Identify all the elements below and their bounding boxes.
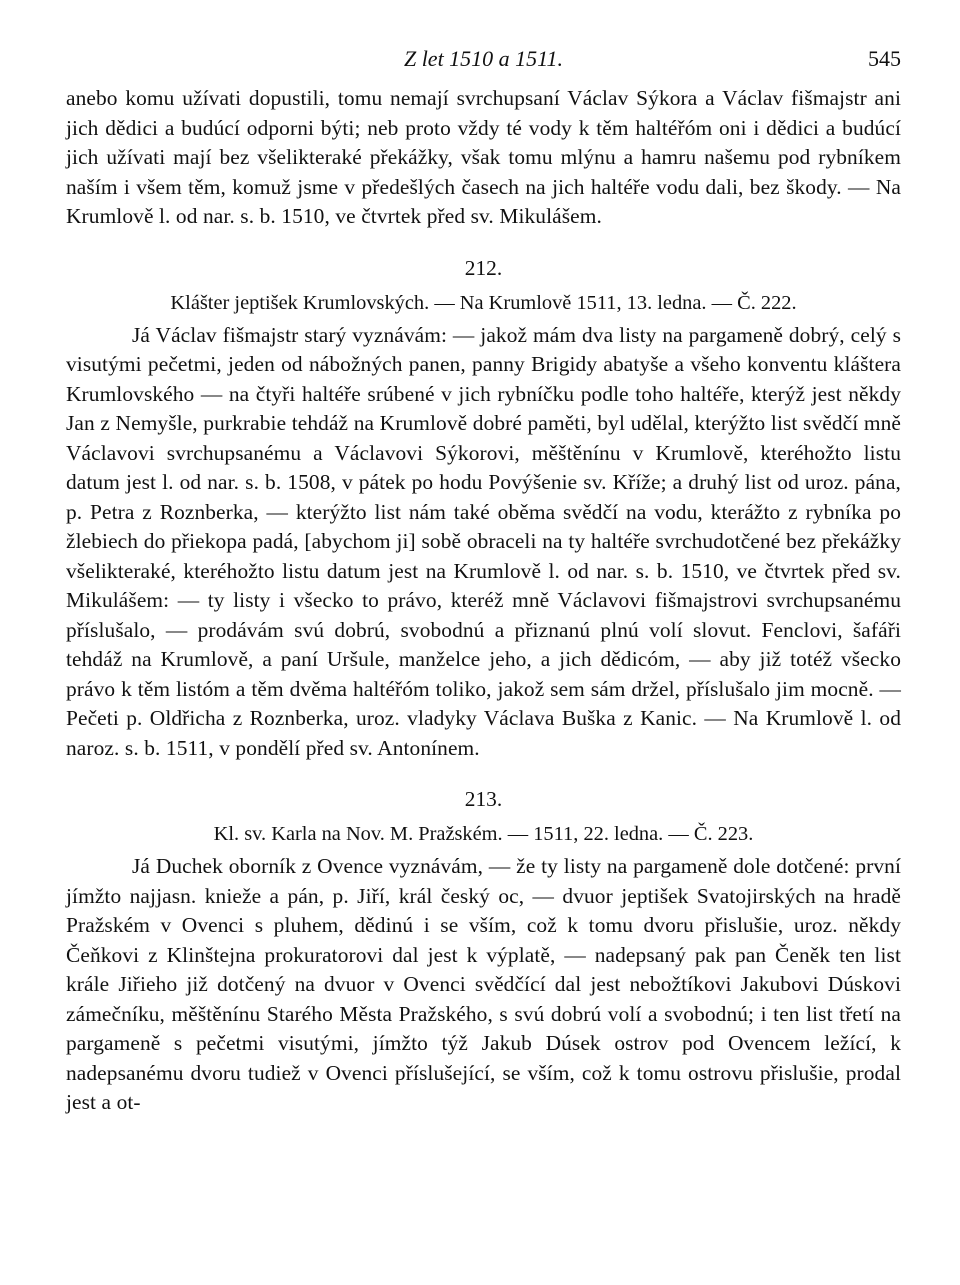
document-page — [66, 40, 901, 1118]
document-heading: Kl. sv. Karla na Nov. M. Pražském. — 1511, 22. ledna. — Č. 223. — [213, 823, 754, 845]
document-text: Já Duchek oborník z Ovence vyznávám, — že ty listy na pargameně dole dotčené: první jímžto najjasn. knieže a pán, p. Jiří, král český oc, — dvuor jeptišek Svatojirských na hradě Pražském v Ovenci s pluhem, dědinú i se vším, což k tomu dvoru přislušie, uroz. někdy Čeňkovi z Klinštejna prokuratorovi dal jest k výplatě, — nadepsaný pak pan Čeněk ten list krále Jiřieho již dotčený na dvuor v Ovenci svědčící dal jest nebožtíkovi Jakubovi Dúskovi zámečníku, měštěnínu Starého Města Pražského, s svú dobrú volí a svobodnú; i ten list třetí na pargameně s pečetmi visutými, jímžto týž Jakub Dúsek ostrov pod Ovencem ležící, k nadepsanému dvoru tudiež v Ovenci příslušející, se vším, což k tomu ostrovu přislušie, prodal jest a ot- — [66, 854, 901, 1114]
document-entry-213 — [66, 785, 901, 1118]
page-number: 545 — [868, 46, 901, 71]
running-header — [66, 40, 901, 84]
document-number: 213. — [464, 787, 503, 811]
document-heading: Klášter jeptišek Krumlovských. — Na Krumlově 1511, 13. ledna. — Č. 222. — [170, 291, 797, 314]
document-entry-212 — [66, 254, 901, 764]
document-text: Já Václav fišmajstr starý vyznávám: — jakož mám dva listy na pargameně dobrý, celý s visutými pečetmi, jeden od nábožných panen, panny Brigidy abatyše a všeho konventu kláštera Krumlovského — na čtyři haltéře srúbené v jich rybníčku podle toho haltéře, kterýž jest někdy Jan z Nemyšle, purkrabie tehdáž na Krumlově dobré paměti, byl udělal, kterýžto list svědčí mně Václavovi svrchupsanému a Václavovi Sýkorovi, měštěnínu v Krumlově, kteréhožto listu datum jest l. od nar. s. b. 1508, v pátek po hodu Povýšenie sv. Kříže; a druhý list od uroz. pána, p. Petra z Roznberka, — kterýžto list nám také oběma svědčí na vodu, kterážto z rybníka po žlebiech do přiekopa padá, [abychom ji] sobě obraceli na ty haltéře svrchudotčené bez překážky všelikteraké, kteréhožto listu datum jest na Krumlově l. od nar. s. b. 1510, ve čtvrtek před sv. Mikulášem: — ty listy i všecko to právo, kteréž mně Václavovi fišmajstrovi svrchupsanému příslušalo, — prodávám svú dobrú, svobodnú a přiznanú plnú volí slovut. Fenclovi, šafáři tehdáž na Krumlově, a paní Uršule, manželce jeho, a jich dědicóm, — aby již totéž všecko právo k těm listóm a těm dvěma haltéřóm toliko, jakož sem sám držel, příslušalo jim mocně. — Pečeti p. Oldřicha z Roznberka, uroz. vladyky Václava Buška z Kanic. — Na Krumlově l. od naroz. s. b. 1511, v pondělí před sv. Antonínem. — [66, 322, 901, 760]
continued-paragraph: anebo komu užívati dopustili, tomu nemají svrchupsaní Václav Sýkora a Václav fišmajstr ani jich dědici a budúcí odporni býti; neb proto vždy té vody k těm haltéřóm oni i dědici a budúcí jich užívati mají bez všelikteraké překážky, však tomu mlýnu a hamru našemu pod rybníkem naším i všem těm, komuž jsme v předešlých časech na jich haltéře vodu dali, bez škody. — Na Krumlově l. od nar. s. b. 1510, ve čtvrtek před sv. Mikulášem. — [66, 86, 901, 228]
document-number: 212. — [464, 255, 503, 280]
running-title: Z let 1510 a 1511. — [403, 46, 564, 71]
